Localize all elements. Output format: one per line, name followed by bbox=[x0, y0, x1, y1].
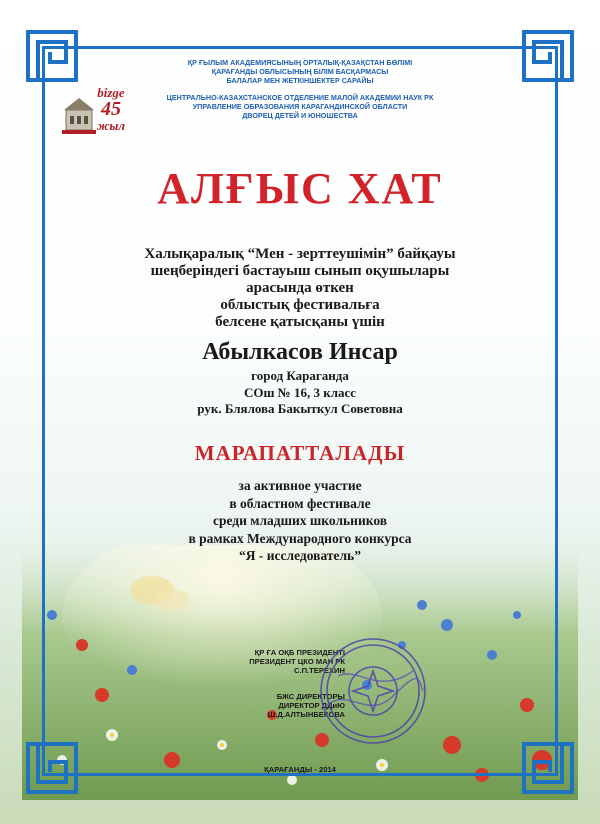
header-line: ЦЕНТРАЛЬНО-КАЗАХСТАНСКОЕ ОТДЕЛЕНИЕ МАЛОЙ АКАДЕМИИ НАУК РК bbox=[166, 93, 434, 102]
award-heading: МАРАПАТТАЛАДЫ bbox=[194, 441, 406, 465]
recipient-city: город Караганда bbox=[251, 368, 349, 383]
kazakh-text-block bbox=[0, 246, 600, 331]
text-line: среди младших школьников bbox=[212, 513, 388, 528]
logo-text-line: bizge bbox=[97, 85, 125, 100]
certificate-title: АЛҒЫС ХАТ bbox=[157, 164, 443, 213]
footer-city-year: ҚАРАҒАНДЫ - 2014 bbox=[264, 765, 336, 774]
signature-line: БЖС ДИРЕКТОРЫ bbox=[276, 692, 345, 701]
header-line: БАЛАЛАР МЕН ЖЕТКІНШЕКТЕР САРАЙЫ bbox=[226, 76, 374, 85]
signature-line: ПРЕЗИДЕНТ ЦКО МАН РК bbox=[249, 657, 345, 666]
header-line: ДВОРЕЦ ДЕТЕЙ И ЮНОШЕСТВА bbox=[242, 111, 358, 120]
recipient-supervisor: рук. Блялова Бакыткул Советовна bbox=[197, 401, 403, 416]
signature-name: Ш.Д.АЛТЫНБЕКОВА bbox=[267, 710, 345, 719]
text-line: за активное участие bbox=[238, 478, 362, 493]
text-line: облыстық фестивальға bbox=[220, 297, 380, 313]
logo-number: 45 bbox=[101, 98, 121, 120]
recipient-name: Абылкасов Инсар bbox=[202, 339, 398, 365]
text-line: Халықаралық “Мен - зерттеушімін” байқауы bbox=[144, 246, 456, 262]
text-line: “Я - исследователь” bbox=[239, 548, 361, 563]
recipient-info bbox=[0, 368, 600, 418]
header-line: ҚР ҒЫЛЫМ АКАДЕМИЯСЫНЫҢ ОРТАЛЫҚ-ҚАЗАҚСТАН БӨЛІМІ bbox=[187, 58, 413, 67]
text-line: белсене қатысқаны үшін bbox=[215, 314, 385, 330]
anniversary-logo-text bbox=[86, 86, 136, 132]
header-line: УПРАВЛЕНИЕ ОБРАЗОВАНИЯ КАРАГАНДИНСКОЙ ОБЛАСТИ bbox=[192, 102, 408, 111]
recipient-school: СОш № 16, 3 класс bbox=[243, 384, 357, 400]
header-line: ҚАРАҒАНДЫ ОБЛЫСЫНЫҢ БІЛІМ БАСҚАРМАСЫ bbox=[211, 67, 389, 76]
russian-text-block bbox=[0, 477, 600, 565]
text-line: шеңберіндегі бастауыш сынып оқушылары bbox=[150, 263, 450, 279]
signature-name: С.П.ТЕРЕХИН bbox=[293, 666, 345, 675]
ornament-corner-icon bbox=[24, 28, 80, 84]
text-line: арасында өткен bbox=[246, 280, 354, 296]
signature-line: ҚР ҒА ОҚБ ПРЕЗИДЕНТІ bbox=[254, 648, 345, 657]
text-line: в областном фестивале bbox=[229, 495, 371, 511]
logo-text-line: жыл bbox=[96, 118, 126, 133]
ornament-corner-icon bbox=[520, 28, 576, 84]
official-stamp-icon bbox=[318, 636, 428, 746]
signature-line: ДИРЕКТОР ДДиЮ bbox=[278, 701, 345, 710]
text-line: в рамках Международного конкурса bbox=[188, 530, 412, 546]
header-organizations bbox=[100, 58, 500, 120]
